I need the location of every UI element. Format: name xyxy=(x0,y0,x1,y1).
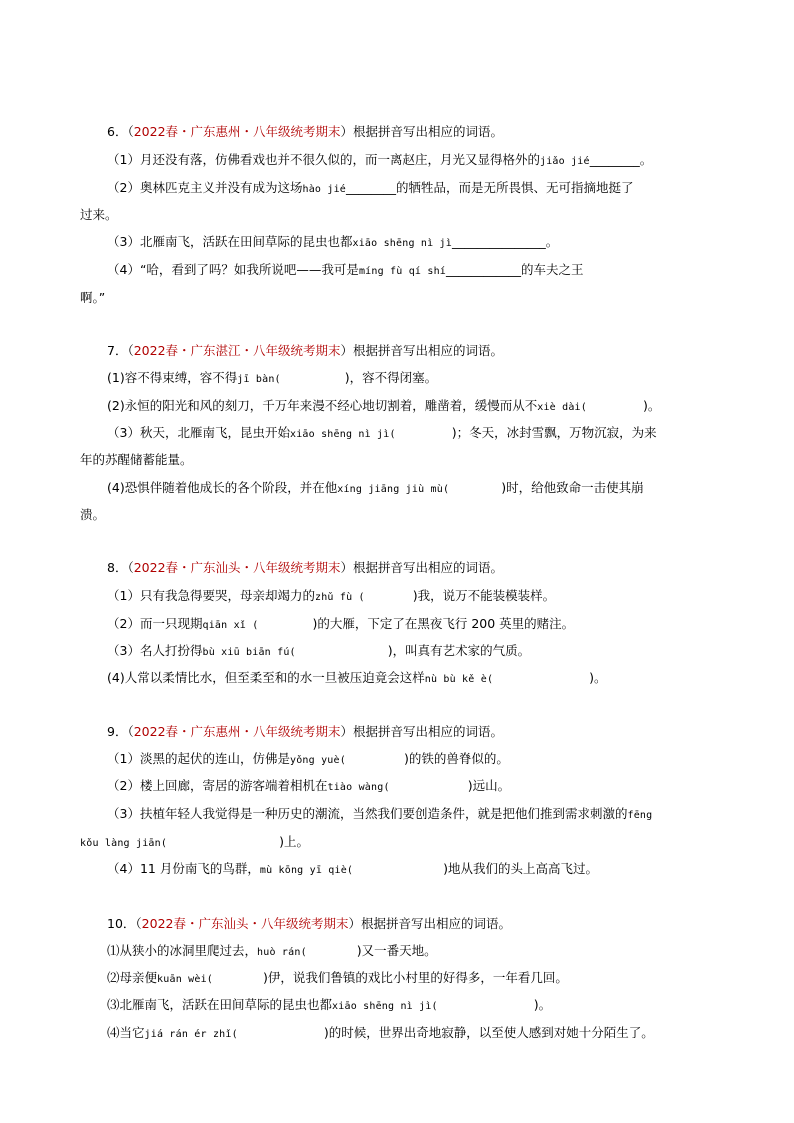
item-text: 奥林匹克主义并没有成为这场 xyxy=(139,180,303,195)
q6-item-4 xyxy=(107,262,584,280)
q10-item-4 xyxy=(107,1025,654,1043)
item-text-end: )，叫真有艺术家的气质。 xyxy=(387,643,531,658)
item-text: 只有我急得要哭，母亲却竭力的 xyxy=(139,588,315,603)
item-label: ⑴ xyxy=(107,943,120,958)
item-text: 11 月份南飞的鸟群， xyxy=(139,861,260,876)
item-text-end: )地从我们的头上高高飞过。 xyxy=(443,861,599,876)
item-text-end: )我，说万不能装模装样。 xyxy=(412,588,556,603)
item-text: 母亲便 xyxy=(119,970,158,985)
question-instruction: 根据拼音写出相应的词语。 xyxy=(361,916,512,931)
q9-item-1 xyxy=(107,751,509,769)
item-text-cont: 年的苏醒储蓄能量。 xyxy=(80,452,193,467)
item-text-end: )的铁的兽脊似的。 xyxy=(403,751,509,766)
question-number: 10． xyxy=(107,916,136,931)
q10-item-1 xyxy=(107,943,437,961)
question-instruction: 根据拼音写出相应的词语。 xyxy=(353,724,504,739)
item-text-end: )；冬天，冰封雪飘，万物沉寂，为来 xyxy=(451,425,657,440)
q9-item-3 xyxy=(107,806,652,824)
answer-blank[interactable]: ____________ xyxy=(446,262,522,277)
item-label: （2） xyxy=(107,778,140,793)
item-text: 月还没有落，仿佛看戏也并不很久似的，而一离赵庄，月光又显得格外的 xyxy=(139,152,540,167)
q7-item-4-cont xyxy=(80,507,105,523)
item-text: 淡黑的起伏的连山，仿佛是 xyxy=(139,751,290,766)
q9-item-4 xyxy=(107,861,598,879)
question-7-header xyxy=(107,343,503,359)
q6-item-1 xyxy=(107,152,652,170)
q8-item-4 xyxy=(107,670,607,688)
question-source: 2022春・广东湛江・八年级统考期末 xyxy=(133,343,341,358)
source-close: ） xyxy=(340,124,354,139)
pinyin: zhǔ fù ( xyxy=(314,592,365,603)
item-text: 秋天，北雁南飞，昆虫开始 xyxy=(139,425,290,440)
q7-item-4 xyxy=(107,480,644,498)
item-label: （4） xyxy=(107,861,140,876)
q8-item-3 xyxy=(107,643,530,661)
q10-item-2 xyxy=(107,970,568,988)
q7-item-3 xyxy=(107,425,657,443)
pinyin: jiá rán ér zhǐ( xyxy=(144,1029,238,1040)
item-label: （1） xyxy=(107,588,140,603)
item-text-end: )又一番天地。 xyxy=(356,943,437,958)
q9-item-3-cont xyxy=(80,834,309,852)
q8-item-1 xyxy=(107,588,555,606)
item-text-end: 。 xyxy=(545,234,559,249)
source-open: （ xyxy=(135,916,142,931)
item-text-cont: 过来。 xyxy=(80,207,118,222)
pinyin: xiāo shēng nì jì xyxy=(352,238,452,249)
question-instruction: 根据拼音写出相应的词语。 xyxy=(353,124,504,139)
question-8-header xyxy=(107,560,503,576)
item-text-end: )的大雁，下定了在黑夜飞行 200 英里的赌注。 xyxy=(312,616,575,631)
item-text-end: 的车夫之王 xyxy=(521,262,584,277)
item-text-end: )时，给他致命一击使其崩 xyxy=(501,480,644,495)
item-text: 当它 xyxy=(119,1025,145,1040)
question-source: 2022春・广东汕头・八年级统考期末 xyxy=(141,916,349,931)
item-text: 楼上回廊，寄居的游客端着相机在 xyxy=(139,778,328,793)
pinyin: tiào wàng( xyxy=(327,782,390,793)
question-source: 2022春・广东惠州・八年级统考期末 xyxy=(133,124,341,139)
pinyin: mù kōng yī qiè( xyxy=(259,865,354,876)
item-text: 容不得束缚，容不得 xyxy=(124,370,238,385)
item-text: 扶植年轻人我觉得是一种历史的潮流，当然我们要创造条件，就是把他们推到需求刺激的 xyxy=(139,806,628,821)
item-label: （1） xyxy=(107,751,140,766)
pinyin: jiǎo jié xyxy=(539,156,590,167)
item-text: 北雁南飞，活跃在田间草际的昆虫也都 xyxy=(139,234,353,249)
source-close: ） xyxy=(340,343,354,358)
item-label: （2） xyxy=(107,180,140,195)
question-source: 2022春・广东汕头・八年级统考期末 xyxy=(133,560,341,575)
item-label: （3） xyxy=(107,806,140,821)
q10-item-3 xyxy=(107,997,551,1015)
source-open: （ xyxy=(127,724,134,739)
pinyin: nù bù kě è( xyxy=(424,674,494,685)
item-text: 从狭小的冰洞里爬过去， xyxy=(119,943,258,958)
item-label: ⑵ xyxy=(107,970,120,985)
item-label: (4) xyxy=(107,670,125,685)
item-label: （1） xyxy=(107,152,140,167)
item-text-end: )。 xyxy=(589,670,607,685)
item-text-end: )。 xyxy=(643,398,661,413)
item-text-end: 的牺牲品，而是无所畏惧、无可指摘地挺了 xyxy=(396,180,634,195)
item-label: (4) xyxy=(107,480,125,495)
source-close: ） xyxy=(340,560,354,575)
item-text-cont: 溃。 xyxy=(80,507,106,522)
answer-blank[interactable]: ________ xyxy=(589,152,640,167)
q8-item-2 xyxy=(107,616,574,634)
item-label: （3） xyxy=(107,425,140,440)
pinyin: xiāo shēng nì jì( xyxy=(332,1001,438,1012)
question-9-header xyxy=(107,724,503,740)
item-label: ⑷ xyxy=(107,1025,120,1040)
q7-item-2 xyxy=(107,398,660,416)
answer-blank[interactable]: _______________ xyxy=(452,234,546,249)
question-number: 9． xyxy=(107,724,128,739)
q6-item-4-cont xyxy=(80,290,105,306)
item-label: （4） xyxy=(107,262,140,277)
item-text-end: )远山。 xyxy=(467,778,511,793)
item-text-end: )伊，说我们鲁镇的戏比小村里的好得多，一年看几回。 xyxy=(263,970,568,985)
item-label: (2) xyxy=(107,398,125,413)
pinyin: qiān xǐ ( xyxy=(202,620,259,631)
source-open: （ xyxy=(127,343,134,358)
pinyin: xíng jiāng jiù mù( xyxy=(337,484,450,495)
source-open: （ xyxy=(127,560,134,575)
pinyin: xiè dài( xyxy=(537,402,587,413)
item-label: （3） xyxy=(107,643,140,658)
question-source: 2022春・广东惠州・八年级统考期末 xyxy=(133,724,341,739)
question-6-header xyxy=(107,124,503,140)
pinyin: jī bàn( xyxy=(237,374,281,385)
item-label: (1) xyxy=(107,370,125,385)
pinyin: kǒu làng jiān( xyxy=(80,838,168,849)
item-text: 名人打扮得 xyxy=(139,643,203,658)
item-label: （3） xyxy=(107,234,140,249)
question-number: 8． xyxy=(107,560,128,575)
item-label: （2） xyxy=(107,616,140,631)
pinyin: fēng xyxy=(627,810,653,821)
item-text: 北雁南飞，活跃在田间草际的昆虫也都 xyxy=(119,997,333,1012)
question-10-header xyxy=(107,916,511,932)
item-text-end: 。 xyxy=(639,152,653,167)
item-text: 而一只现期 xyxy=(139,616,203,631)
question-instruction: 根据拼音写出相应的词语。 xyxy=(353,560,504,575)
q6-item-2-cont xyxy=(80,207,118,223)
item-text-cont: )上。 xyxy=(279,834,309,849)
question-instruction: 根据拼音写出相应的词语。 xyxy=(353,343,504,358)
item-text-end: )。 xyxy=(533,997,552,1012)
item-text: 恐惧伴随着他成长的各个阶段，并在他 xyxy=(124,480,338,495)
pinyin: xiāo shēng nì jì( xyxy=(289,429,396,440)
pinyin: huò rán( xyxy=(257,947,307,958)
q7-item-3-cont xyxy=(80,452,193,468)
item-label: ⑶ xyxy=(107,997,120,1012)
q6-item-2 xyxy=(107,180,634,198)
item-text-end: )的时候，世界出奇地寂静，以至使人感到对她十分陌生了。 xyxy=(323,1025,654,1040)
answer-blank[interactable]: ________ xyxy=(346,180,397,195)
question-number: 7． xyxy=(107,343,128,358)
item-text-cont: 啊。” xyxy=(80,290,106,305)
pinyin: míng fù qí shí xyxy=(358,266,447,277)
source-close: ） xyxy=(340,724,354,739)
source-close: ） xyxy=(348,916,361,931)
pinyin: kuān wèi( xyxy=(157,974,214,985)
source-open: （ xyxy=(127,124,134,139)
q6-item-3 xyxy=(107,234,558,252)
item-text-end: )，容不得闭塞。 xyxy=(344,370,438,385)
pinyin: yǒng yuè( xyxy=(289,755,346,766)
question-number: 6． xyxy=(107,124,128,139)
pinyin: hào jié xyxy=(302,184,347,195)
pinyin: bù xiū biān fú( xyxy=(202,647,296,658)
q7-item-1 xyxy=(107,370,437,388)
q9-item-2 xyxy=(107,778,510,796)
item-text: 人常以柔情比水，但至柔至和的水一旦被压迫竟会这样 xyxy=(124,670,425,685)
item-text: “哈，看到了吗？如我所说吧——我可是 xyxy=(139,262,359,277)
item-text: 永恒的阳光和风的刻刀，千万年来漫不经心地切割着，雕凿着，缓慢而从不 xyxy=(124,398,538,413)
